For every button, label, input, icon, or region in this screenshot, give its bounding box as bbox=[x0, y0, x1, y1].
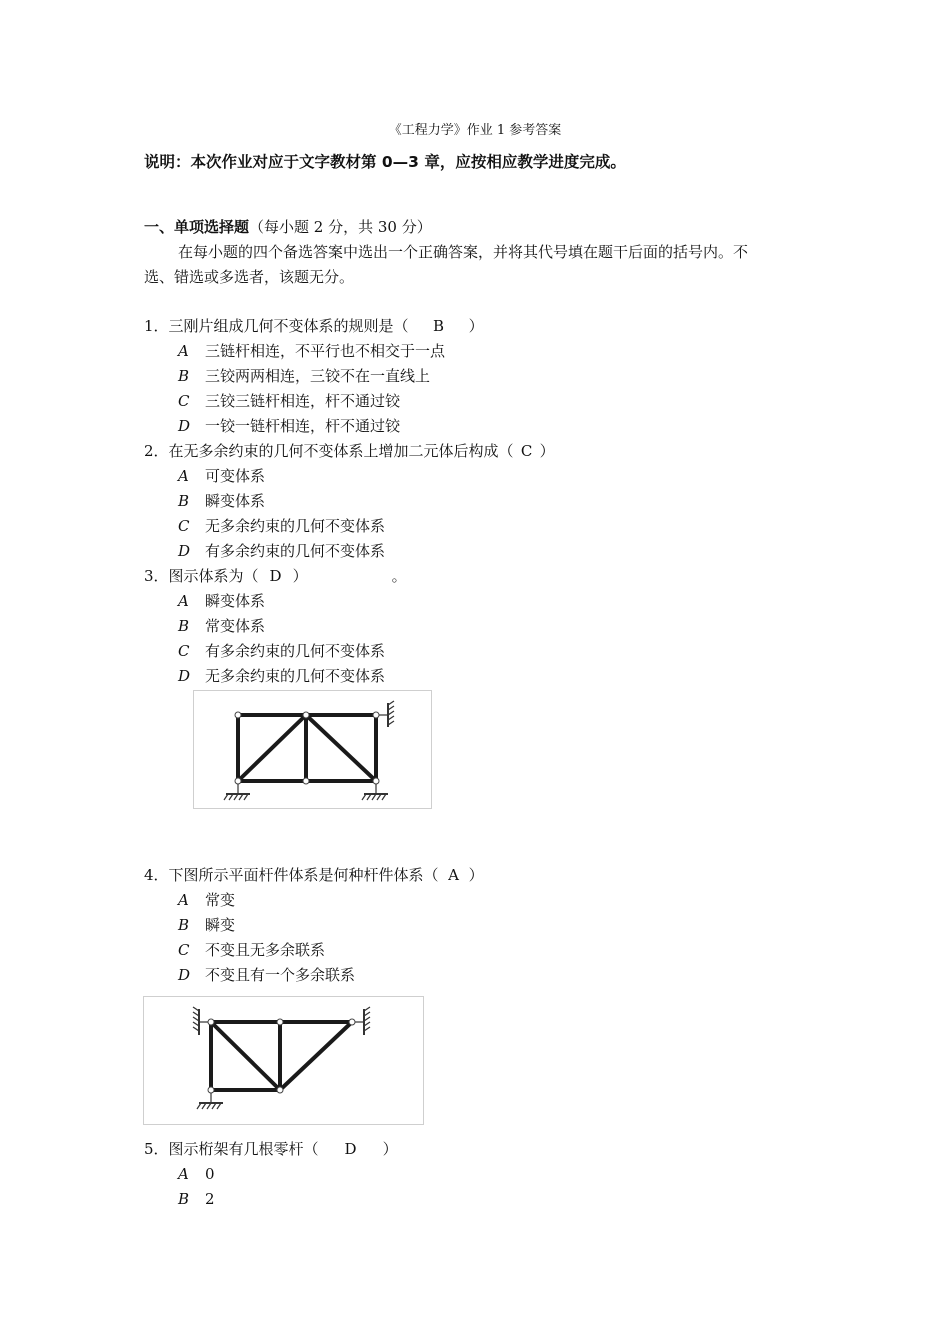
option-letter: C bbox=[178, 517, 190, 535]
option-b bbox=[178, 915, 235, 935]
option-a bbox=[178, 341, 445, 361]
document-title: 《工程力学》作业 1 参考答案 bbox=[388, 123, 562, 138]
option-letter: A bbox=[178, 592, 189, 610]
option-c bbox=[178, 641, 385, 661]
option-text: 瞬变体系 bbox=[205, 592, 266, 610]
option-text: 无多余约束的几何不变体系 bbox=[205, 517, 386, 535]
option-letter: A bbox=[178, 342, 189, 360]
support-right-bottom bbox=[362, 784, 388, 800]
truss-members bbox=[238, 715, 376, 781]
option-text: 三铰两两相连，三铰不在一直线上 bbox=[205, 367, 431, 385]
joint bbox=[277, 1087, 283, 1093]
option-letter: B bbox=[178, 492, 190, 510]
option-d bbox=[178, 541, 385, 561]
question-1 bbox=[144, 316, 484, 336]
support-left-bottom bbox=[224, 784, 250, 800]
question-close: ） bbox=[382, 1140, 398, 1158]
question-number: 3． bbox=[144, 567, 169, 585]
left-diagonal bbox=[238, 715, 306, 781]
option-c bbox=[178, 516, 385, 536]
option-letter: C bbox=[178, 941, 190, 959]
option-a bbox=[178, 1164, 215, 1184]
option-text: 0 bbox=[205, 1165, 215, 1183]
option-b bbox=[178, 1189, 215, 1209]
option-letter: A bbox=[178, 467, 189, 485]
option-text: 不变且无多余联系 bbox=[205, 941, 326, 959]
option-letter: B bbox=[178, 367, 190, 385]
question-close: ） bbox=[539, 442, 555, 460]
option-d bbox=[178, 416, 400, 436]
truss-diagram-q4 bbox=[144, 997, 423, 1124]
question-number: 1． bbox=[144, 317, 169, 335]
option-c bbox=[178, 391, 400, 411]
option-d bbox=[178, 965, 355, 985]
question-number: 4． bbox=[144, 866, 169, 884]
section-title: 一、单项选择题 bbox=[144, 218, 250, 236]
section-scoring: （每小题 2 分，共 30 分） bbox=[249, 218, 432, 236]
question-close: ） bbox=[468, 866, 484, 884]
question-2 bbox=[144, 441, 555, 461]
option-text: 不变且有一个多余联系 bbox=[205, 966, 356, 984]
joint bbox=[303, 778, 309, 784]
question-stem: 图示体系为（ bbox=[168, 567, 259, 585]
left-diagonal bbox=[211, 1022, 280, 1090]
truss-figure-q4 bbox=[143, 996, 424, 1125]
truss-diagram-q3 bbox=[194, 691, 431, 808]
answer-value: B bbox=[433, 317, 445, 335]
option-text: 瞬变体系 bbox=[205, 492, 266, 510]
joint bbox=[235, 712, 241, 718]
answer-value: C bbox=[520, 442, 533, 460]
section-heading bbox=[144, 217, 432, 237]
question-stem: 下图所示平面杆件体系是何种杆件体系（ bbox=[168, 866, 439, 884]
option-b bbox=[178, 491, 265, 511]
support-right-top bbox=[379, 701, 394, 727]
support-right-top bbox=[355, 1007, 370, 1035]
joint bbox=[235, 778, 241, 784]
option-letter: C bbox=[178, 392, 190, 410]
option-letter: D bbox=[178, 542, 191, 560]
joint bbox=[349, 1019, 355, 1025]
option-letter: B bbox=[178, 617, 190, 635]
joint bbox=[208, 1019, 214, 1025]
question-stem: 三刚片组成几何不变体系的规则是（ bbox=[168, 317, 409, 335]
section-instructions-line-1: 在每小题的四个备选答案中选出一个正确答案，并将其代号填在题干后面的括号内。不 bbox=[178, 243, 749, 261]
option-text: 有多余约束的几何不变体系 bbox=[205, 542, 386, 560]
option-b bbox=[178, 616, 265, 636]
question-stem: 图示桁架有几根零杆（ bbox=[168, 1140, 319, 1158]
question-4 bbox=[144, 865, 484, 885]
question-close: ） bbox=[468, 317, 484, 335]
question-close: ） bbox=[292, 567, 308, 585]
option-letter: D bbox=[178, 667, 191, 685]
truss-members bbox=[211, 1022, 352, 1090]
joint bbox=[303, 712, 309, 718]
option-text: 一铰一链杆相连，杆不通过铰 bbox=[205, 417, 401, 435]
section-instructions-line-2: 选、错选或多选者，该题无分。 bbox=[144, 268, 355, 286]
option-text: 2 bbox=[205, 1190, 215, 1208]
answer-value: D bbox=[269, 567, 282, 585]
right-diagonal bbox=[280, 1022, 352, 1090]
option-b bbox=[178, 366, 430, 386]
option-letter: D bbox=[178, 966, 191, 984]
option-a bbox=[178, 466, 265, 486]
option-text: 可变体系 bbox=[205, 467, 266, 485]
answer-value: A bbox=[448, 866, 459, 884]
answer-value: D bbox=[344, 1140, 357, 1158]
question-number: 2． bbox=[144, 442, 169, 460]
option-letter: C bbox=[178, 642, 190, 660]
truss-figure-q3 bbox=[193, 690, 432, 809]
support-left-bottom bbox=[197, 1093, 223, 1109]
option-letter: D bbox=[178, 417, 191, 435]
option-a bbox=[178, 591, 265, 611]
option-a bbox=[178, 890, 235, 910]
option-text: 三链杆相连，不平行也不相交于一点 bbox=[205, 342, 446, 360]
option-text: 常变 bbox=[205, 891, 236, 909]
question-3 bbox=[144, 566, 407, 586]
option-text: 常变体系 bbox=[205, 617, 266, 635]
joint bbox=[277, 1019, 283, 1025]
joint bbox=[208, 1087, 214, 1093]
right-diagonal bbox=[306, 715, 376, 781]
option-text: 有多余约束的几何不变体系 bbox=[205, 642, 386, 660]
option-letter: A bbox=[178, 1165, 189, 1183]
option-letter: B bbox=[178, 916, 190, 934]
question-tail: 。 bbox=[391, 567, 407, 585]
option-text: 瞬变 bbox=[205, 916, 236, 934]
option-c bbox=[178, 940, 325, 960]
option-text: 三铰三链杆相连，杆不通过铰 bbox=[205, 392, 401, 410]
joint bbox=[373, 712, 379, 718]
option-letter: A bbox=[178, 891, 189, 909]
option-text: 无多余约束的几何不变体系 bbox=[205, 667, 386, 685]
assignment-note: 说明：本次作业对应于文字教材第 0—3 章，应按相应教学进度完成。 bbox=[144, 153, 626, 171]
support-left-top bbox=[193, 1007, 208, 1035]
question-number: 5． bbox=[144, 1140, 169, 1158]
question-5 bbox=[144, 1139, 398, 1159]
option-d bbox=[178, 666, 385, 686]
option-letter: B bbox=[178, 1190, 190, 1208]
question-stem: 在无多余约束的几何不变体系上增加二元体后构成（ bbox=[168, 442, 514, 460]
joint bbox=[373, 778, 379, 784]
